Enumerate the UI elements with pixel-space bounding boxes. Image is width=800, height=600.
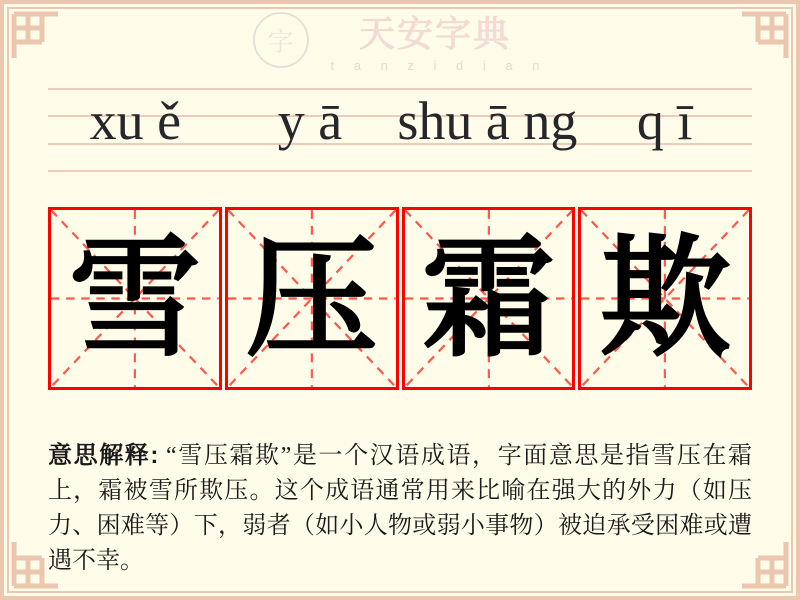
definition-text: “雪压霜欺”是一个汉语成语，字面意思是指雪压在霜上，霜被雪所欺压。这个成语通常用来比喻在强大的外力（如压力、困难等）下，弱者（如小人物或弱小事物）被迫承受困难或遭遇不幸。 <box>48 443 753 574</box>
mizige-box-3 <box>402 207 576 390</box>
mizige-box-4 <box>578 207 752 390</box>
character-grid-row <box>48 207 752 390</box>
logo-text-block <box>323 12 548 73</box>
pinyin-syllable-1: xu ě <box>89 91 182 151</box>
seal-circle-icon: 字 <box>253 12 309 68</box>
logo-title: 天安字典 <box>358 14 511 54</box>
idiom-character-3: 霜 <box>422 220 555 376</box>
idiom-character-2: 压 <box>245 220 378 376</box>
pinyin-syllable-2: y ā <box>277 91 343 151</box>
pinyin-syllable-3: shu ā ng <box>397 91 578 151</box>
staff-line-4 <box>48 170 752 172</box>
logo-subtitle: t a n z i d i a n <box>330 58 548 73</box>
staff-line-1 <box>48 88 752 90</box>
mizige-box-2 <box>225 207 399 390</box>
pinyin-syllable-4: q ī <box>636 91 693 151</box>
pinyin-row <box>48 93 752 149</box>
idiom-character-1: 雪 <box>68 220 201 376</box>
definition-label: 意思解释: <box>48 442 159 469</box>
idiom-character-4: 欺 <box>599 220 732 376</box>
header-logo <box>0 12 800 73</box>
definition-block <box>48 438 752 579</box>
mizige-box-1 <box>48 207 222 390</box>
